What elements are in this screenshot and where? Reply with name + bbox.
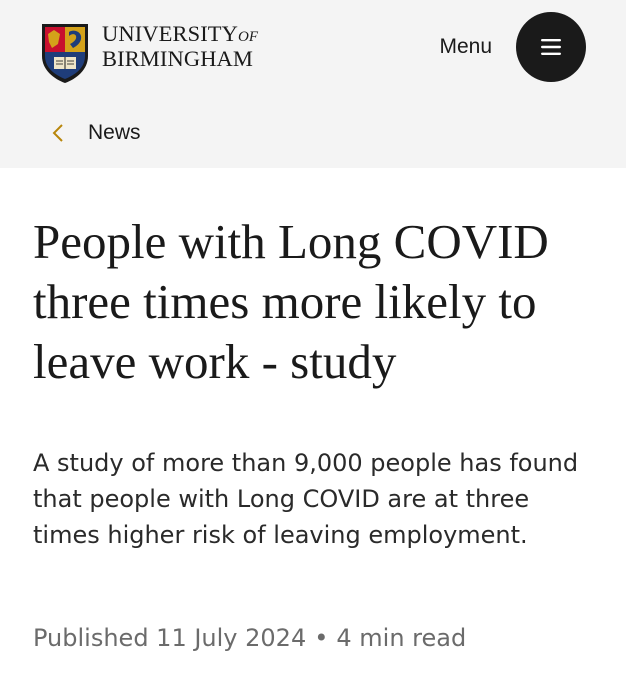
article-meta bbox=[33, 620, 466, 656]
breadcrumb[interactable] bbox=[50, 120, 141, 146]
breadcrumb-news-link[interactable]: News bbox=[88, 121, 141, 144]
wordmark-line-2: BIRMINGHAM bbox=[102, 46, 254, 71]
meta-separator: • bbox=[314, 624, 329, 652]
university-crest-icon bbox=[40, 22, 90, 84]
published-date: Published 11 July 2024 bbox=[33, 624, 307, 652]
chevron-left-icon bbox=[50, 122, 66, 144]
menu-button[interactable] bbox=[516, 12, 586, 82]
menu-label[interactable]: Menu bbox=[439, 35, 492, 58]
article-title: People with Long COVID three times more likely to leave work - study bbox=[33, 214, 549, 389]
wordmark-of: OF bbox=[238, 29, 259, 45]
wordmark-line-1: UNIVERSITYOF bbox=[102, 21, 259, 46]
university-logo[interactable] bbox=[40, 22, 258, 84]
read-time: 4 min read bbox=[336, 624, 467, 652]
article-standfirst: A study of more than 9,000 people has found that people with Long COVID are at three times higher risk of leaving employment. bbox=[33, 449, 579, 549]
university-wordmark bbox=[102, 23, 258, 70]
hamburger-menu-icon bbox=[540, 38, 562, 56]
site-header bbox=[0, 0, 626, 168]
